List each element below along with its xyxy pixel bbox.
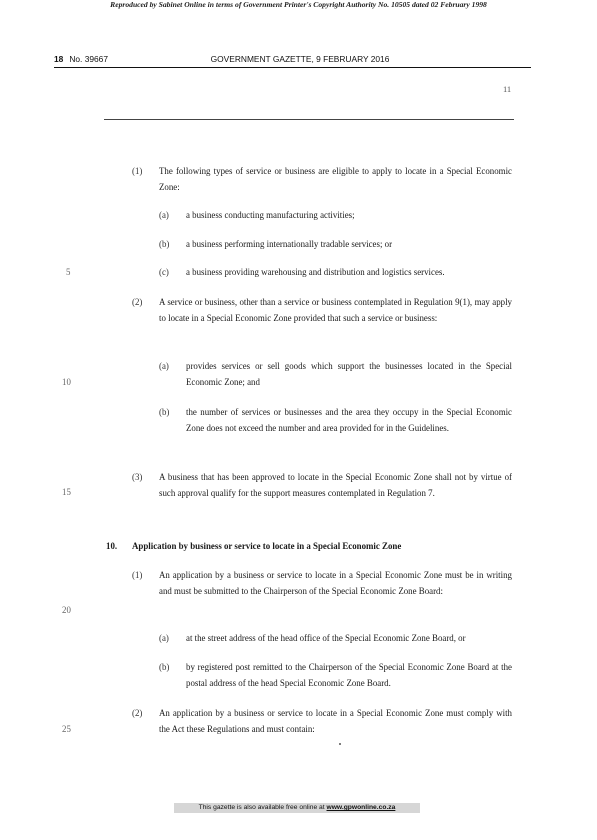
line-number: 20 [62, 605, 71, 615]
section-heading: Application by business or service to locate in a Special Economic Zone [132, 541, 402, 551]
print-speck [339, 743, 341, 745]
subclause-marker: (2) [132, 708, 143, 718]
item-text: a business providing warehousing and distribution and logistics services. [186, 267, 445, 277]
item-marker: (a) [159, 361, 169, 371]
item-marker: (c) [159, 267, 169, 277]
item-marker: (a) [159, 633, 169, 643]
line-number: 25 [62, 724, 71, 734]
gazette-title: GOVERNMENT GAZETTE, 9 FEBRUARY 2016 [210, 54, 390, 64]
subclause-marker: (3) [132, 472, 143, 482]
subclause-text: The following types of service or business are eligible to apply to locate in a Special Economic Zone: [159, 166, 512, 192]
item-text: by registered post remitted to the Chairperson of the Special Economic Zone Board at the postal address of the head Special Economic Zone Board. [186, 662, 512, 688]
item-text: the number of services or businesses and the area they occupy in the Special Economic Zone does not exceed the number and area provided for in the Guidelines. [186, 407, 512, 433]
subclause-text: An application by a business or service to locate in a Special Economic Zone must be in writing and must be submitted to the Chairperson of the Special Economic Zone Board: [159, 570, 512, 596]
page-divider [104, 119, 514, 120]
gazette-footer [174, 803, 420, 813]
item-text: a business conducting manufacturing activities; [186, 210, 355, 220]
subclause-text: A service or business, other than a service or business contemplated in Regulation 9(1), may apply to locate in a Special Economic Zone provided that such a service or business: [159, 297, 512, 323]
subclause-marker: (2) [132, 297, 143, 307]
document-page-number: 11 [503, 84, 512, 94]
item-text: a business performing internationally tradable services; or [186, 239, 393, 249]
reproduction-notice: Reproduced by Sabinet Online in terms of Government Printer's Copyright Authority No. 10505 dated 02 February 1998 [110, 0, 487, 9]
item-marker: (b) [159, 239, 170, 249]
item-text: provides services or sell goods which support the businesses located in the Special Economic Zone; and [186, 361, 512, 387]
item-text: at the street address of the head office of the Special Economic Zone Board, or [186, 633, 466, 643]
item-marker: (b) [159, 662, 170, 672]
footer-link[interactable]: www.gpwonline.co.za [326, 804, 396, 811]
section-number: 10. [106, 541, 118, 551]
gazette-page-number: 18 [54, 54, 64, 64]
subclause-marker: (1) [132, 570, 143, 580]
item-marker: (a) [159, 210, 169, 220]
line-number: 15 [62, 487, 71, 497]
subclause-marker: (1) [132, 166, 143, 176]
line-number: 5 [66, 267, 71, 277]
subclause-text: A business that has been approved to locate in the Special Economic Zone shall not by virtue of such approval qualify for the support measures contemplated in Regulation 7. [159, 472, 512, 498]
gazette-issue-number: No. 39667 [69, 54, 108, 64]
header-rule [54, 67, 531, 68]
line-number: 10 [62, 377, 71, 387]
footer-text: This gazette is also available free online at [198, 804, 325, 811]
item-marker: (b) [159, 407, 170, 417]
subclause-text: An application by a business or service to locate in a Special Economic Zone must comply with the Act these Regulations and must contain: [159, 708, 512, 734]
gazette-header-left [54, 54, 108, 65]
